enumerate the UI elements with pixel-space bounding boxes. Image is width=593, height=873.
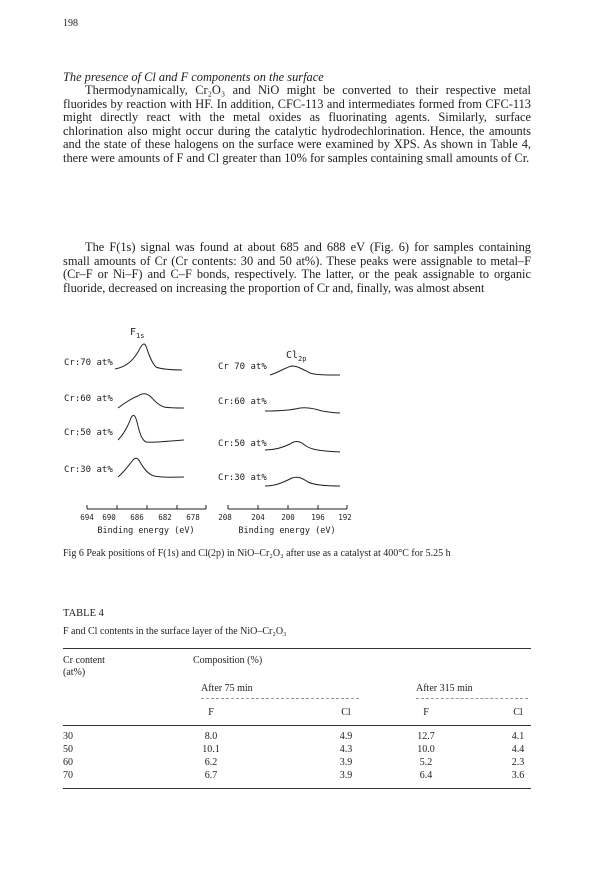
f1s-spectrum-50 bbox=[118, 415, 184, 442]
cl2p-spectrum-50 bbox=[265, 442, 340, 452]
section-heading: The presence of Cl and F components on the surface bbox=[63, 70, 324, 84]
cl2p-spectrum-60 bbox=[265, 408, 340, 413]
cell-f75: 10.1 bbox=[202, 744, 220, 755]
cell-f75: 6.7 bbox=[204, 770, 218, 781]
left-tick-label: 690 bbox=[102, 513, 116, 522]
subheader-f-315: F bbox=[423, 707, 429, 718]
cell-cl75: 3.9 bbox=[339, 770, 353, 781]
left-tick-label: 686 bbox=[130, 513, 144, 522]
cell-f315: 6.4 bbox=[419, 770, 433, 781]
cl2p-spectrum-30 bbox=[265, 477, 340, 486]
right-label-60: Cr:60 at% bbox=[218, 397, 267, 407]
header-after-75: After 75 min bbox=[201, 683, 253, 694]
left-tick-label: 678 bbox=[186, 513, 200, 522]
left-tick-label: 682 bbox=[158, 513, 172, 522]
cell-f75: 6.2 bbox=[204, 757, 218, 768]
cell-cl75: 3.9 bbox=[339, 757, 353, 768]
cell-cl75: 4.3 bbox=[339, 744, 353, 755]
xps-figure bbox=[60, 322, 360, 547]
right-label-30: Cr:30 at% bbox=[218, 473, 267, 483]
table-top-rule bbox=[63, 648, 531, 649]
cell-cl315: 4.1 bbox=[511, 731, 525, 742]
right-tick-label: 196 bbox=[311, 513, 325, 522]
group1-rule bbox=[201, 698, 359, 699]
cl2p-title: $Cl_{2p}$ bbox=[286, 350, 307, 363]
left-label-70: Cr:70 at% bbox=[64, 358, 113, 368]
left-label-30: Cr:30 at% bbox=[64, 465, 113, 475]
f1s-spectrum-60 bbox=[118, 394, 184, 408]
cell-cr: 50 bbox=[63, 744, 73, 755]
cell-f315: 5.2 bbox=[419, 757, 433, 768]
cell-f75: 8.0 bbox=[204, 731, 218, 742]
paragraph-1: Thermodynamically, Cr₂O₃ and NiO might be converted to their respective metal fluorides by reaction with HF. In addition, CFC-113 and intermediates formed from CFC-113 might directly react with the metal oxides as fluorinating agents. Similarly, surface chlorination also might occur during the catalytic hydrodechlorination. Hence, the amounts and the state of these halogens on the surface were examined by XPS. As shown in Table 4, there were amounts of F and Cl greater than 10% for samples containing small amounts of Cr. bbox=[63, 83, 531, 165]
header-cr-content: Cr content bbox=[63, 655, 105, 666]
left-label-50: Cr:50 at% bbox=[64, 428, 113, 438]
right-tick-label: 192 bbox=[338, 513, 352, 522]
left-tick-label: 694 bbox=[80, 513, 94, 522]
subheader-cl-75: Cl bbox=[341, 707, 351, 718]
right-tick-label: 204 bbox=[251, 513, 265, 522]
cell-cl75: 4.9 bbox=[339, 731, 353, 742]
cell-f315: 10.0 bbox=[417, 744, 435, 755]
f1s-spectrum-30 bbox=[118, 458, 184, 477]
left-label-60: Cr:60 at% bbox=[64, 394, 113, 404]
table-bottom-rule bbox=[63, 788, 531, 789]
cell-cl315: 2.3 bbox=[511, 757, 525, 768]
subheader-f-75: F bbox=[208, 707, 214, 718]
cell-cl315: 4.4 bbox=[511, 744, 525, 755]
header-composition: Composition (%) bbox=[193, 655, 263, 666]
cell-cr: 30 bbox=[63, 731, 73, 742]
group2-rule bbox=[416, 698, 528, 699]
header-cr-unit: (at%) bbox=[63, 667, 86, 678]
table-header-rule bbox=[63, 725, 531, 726]
figure-caption: Fig 6 Peak positions of F(1s) and Cl(2p) in NiO–Cr₂O₃ after use as a catalyst at 400°C for 5.25 h bbox=[63, 548, 451, 559]
cell-cr: 70 bbox=[63, 770, 73, 781]
right-label-70: Cr 70 at% bbox=[218, 362, 267, 372]
right-axis-title: Binding energy (eV) bbox=[238, 526, 336, 536]
table-title: F and Cl contents in the surface layer of the NiO–Cr₂O₃ bbox=[63, 626, 287, 637]
cell-f315: 12.7 bbox=[417, 731, 435, 742]
f1s-spectrum-70 bbox=[115, 344, 182, 370]
right-tick-label: 200 bbox=[281, 513, 295, 522]
cell-cl315: 3.6 bbox=[511, 770, 525, 781]
right-label-50: Cr:50 at% bbox=[218, 439, 267, 449]
f1s-title: $F_{1s}$ bbox=[130, 327, 145, 340]
page-number: 198 bbox=[63, 18, 78, 29]
left-axis-title: Binding energy (eV) bbox=[97, 526, 195, 536]
table-label: TABLE 4 bbox=[63, 608, 104, 619]
header-after-315: After 315 min bbox=[416, 683, 473, 694]
cl2p-spectrum-70 bbox=[270, 366, 340, 375]
right-tick-label: 208 bbox=[218, 513, 232, 522]
paragraph-2: The F(1s) signal was found at about 685 and 688 eV (Fig. 6) for samples containing small amounts of Cr (Cr contents: 30 and 50 at%). These peaks were assignable to metal–F (Cr–F or Ni–F) and C–F bonds, respectively. The latter, or the peak assignable to organic fluoride, decreased on increasing the proportion of Cr and, finally, was almost absent bbox=[63, 240, 531, 295]
cell-cr: 60 bbox=[63, 757, 73, 768]
subheader-cl-315: Cl bbox=[513, 707, 523, 718]
